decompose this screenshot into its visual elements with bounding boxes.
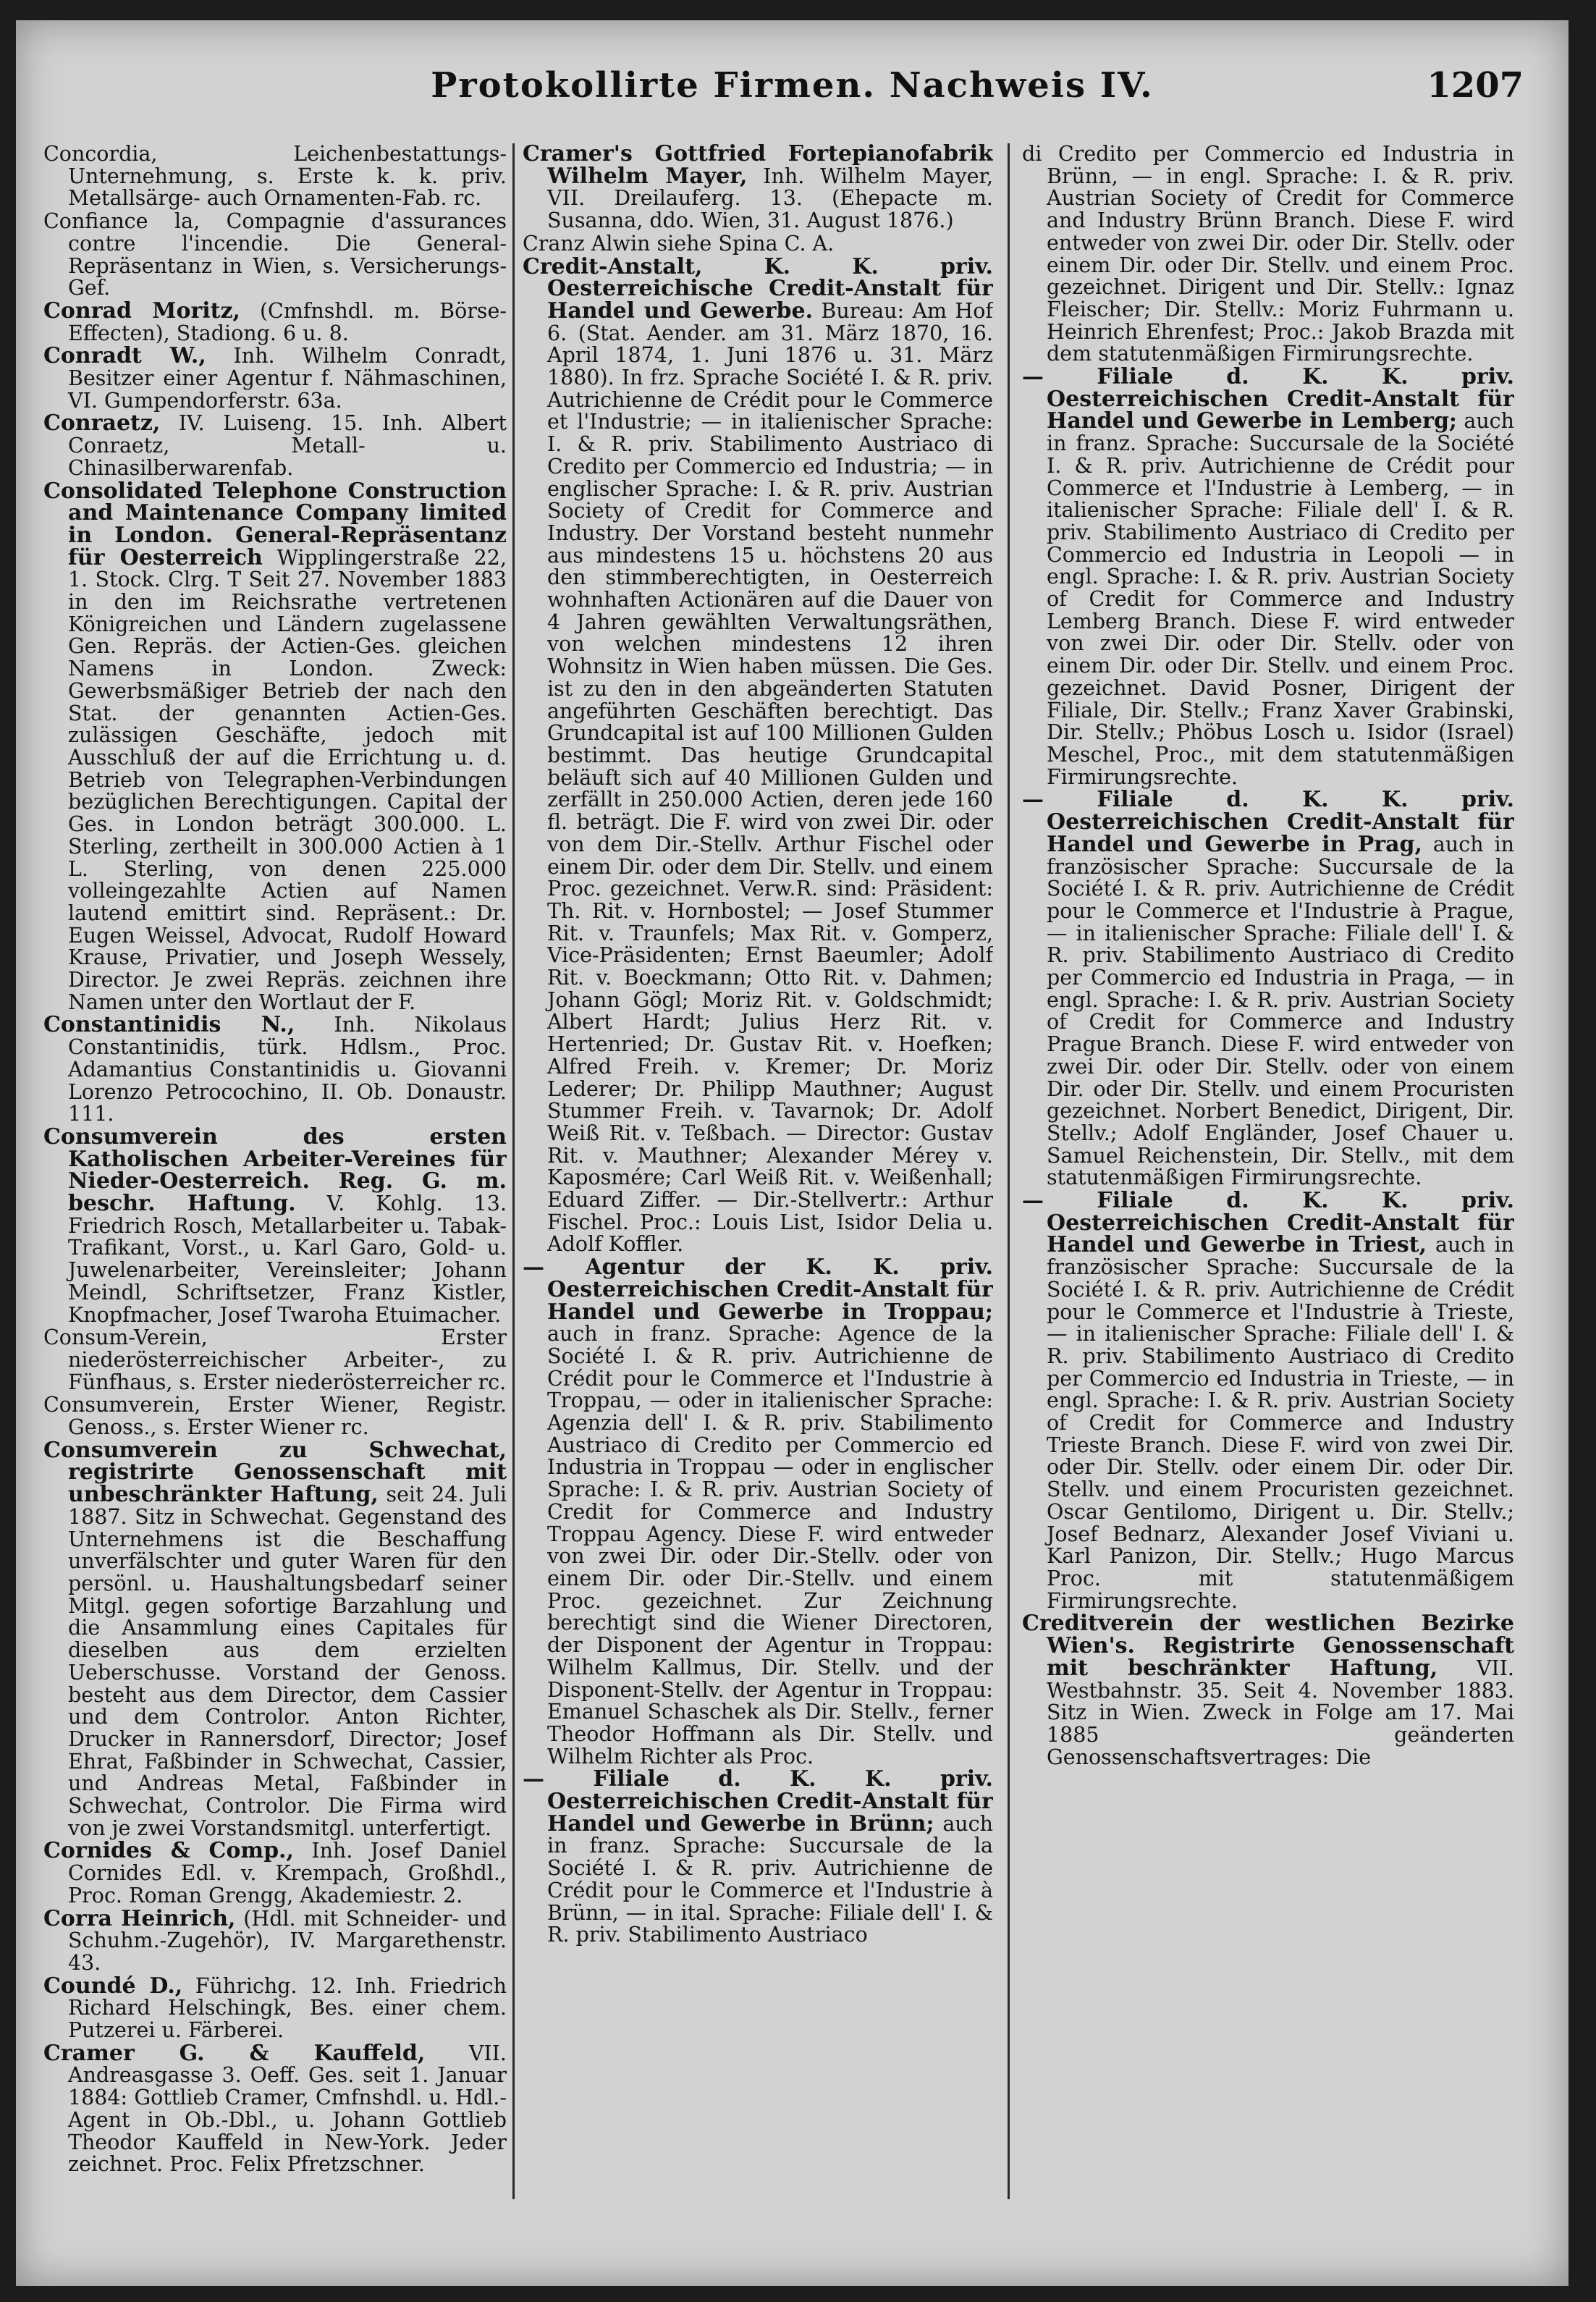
entry-firm-name: — Filiale d. K. K. priv. Oesterreichischen Credit-Anstalt für Handel und Gewerbe in Prag, (1022, 787, 1514, 857)
directory-entry (43, 1437, 507, 1840)
column-left (43, 143, 507, 2243)
directory-entry (1022, 1613, 1514, 1768)
entry-firm-name: Corra Heinrich, (43, 1905, 236, 1931)
entry-text: (Hdl. mit Schneider- und Schuhm.-Zugehör), IV. Margarethenstr. 43. (68, 1906, 507, 1975)
entry-text: auch in französischer Sprache: Succursale de la Société I. & R. priv. Autrichienne de Crédit pour le Commerce et l'Industrie à Prague, — in italienischer Sprache: Filiale dell' I. & R. priv. Stabilimento Austriaco di Credito per Commercio ed Industria in Praga, — in engl. Sprache: I. & R. priv. Austrian Society of Credit for Commerce and Industry Prague Branch. Diese F. wird entweder von zwei Dir. oder Dir. Stellv. oder von einem Dir. oder Dir. Stellv. und einem Procuristen gezeichnet. Norbert Benedict, Dirigent, Dir. Stellv.; Adolf Engländer, Josef Chauer u. Samuel Reichenstein, Dir. Stellv., mit dem statutenmäßigen Firmirungsrechte. (1047, 832, 1514, 1190)
directory-entry (523, 143, 993, 232)
directory-entry (43, 1905, 507, 1975)
entry-text: auch in franz. Sprache: Agence de la Société I. & R. priv. Autrichienne de Crédit pour le Commerce et l'Industrie à Troppau, — oder in italienischer Sprache: Agenzia dell' I. & R. priv. Stabilimento Austriaco di Credito per Commercio ed Industria in Troppau — oder in englischer Sprache: I. & R. priv. Austrian Society of Credit for Commerce and Industry Troppau Agency. Diese F. wird entweder von zwei Dir. oder Dir.-Stellv. oder von einem Dir. oder Dir.-Stellv. und einem Proc. gezeichnet. Zur Zeichnung berechtigt sind die Wiener Directoren, der Disponent der Agentur in Troppau: Wilhelm Kallmus, Dir. Stellv. und der Disponent-Stellv. der Agentur in Troppau: Emanuel Schaschek als Dir. Stellv., ferner Theodor Hoffmann als Dir. Stellv. und Wilhelm Richter als Proc. (547, 1322, 993, 1768)
entry-text: Consumverein, Erster Wiener, Registr. Genoss., s. Erster Wiener rc. (43, 1393, 507, 1440)
directory-entry (43, 1123, 507, 1327)
entry-text: Confiance la, Compagnie d'assurances contre l'incendie. Die General-Repräsentanz in Wien, s. Versicherungs-Gef. (43, 209, 507, 300)
entry-text: VII. Westbahnstr. 35. Seit 4. November 1883. Sitz in Wien. Zweck in Folge am 17. Mai 1885 geänderten Genossenschaftsvertrages: Die (1047, 1656, 1514, 1769)
entry-firm-name: Coundé D., (43, 1973, 183, 1999)
entry-firm-name: Conraetz, (43, 410, 161, 437)
entry-firm-name: Creditverein der westlichen Bezirke Wien's. Registrirte Genossenschaft mit beschränkter Haftung, (1022, 1611, 1514, 1681)
directory-entry (1022, 143, 1514, 366)
directory-entry (523, 1768, 993, 1947)
directory-entry (43, 345, 507, 412)
entry-firm-name: Consumverein des ersten Katholischen Arbeiter-Vereines für Nieder-Oesterreich. Reg. G. m. beschr. Haftung. (43, 1123, 507, 1217)
entry-text: Führichg. 12. Inh. Friedrich Richard Helschingk, Bes. einer chem. Putzerei u. Färberei. (68, 1973, 507, 2043)
column-right (1022, 143, 1514, 2243)
entry-firm-name: — Filiale d. K. K. priv. Oesterreichischen Credit-Anstalt für Handel und Gewerbe in Brünn; (523, 1766, 993, 1837)
entry-firm-name: — Filiale d. K. K. priv. Oesterreichischen Credit-Anstalt für Handel und Gewerbe in Lemberg; (1022, 364, 1514, 434)
entry-text: Inh. Josef Daniel Cornides Edl. v. Krempach, Großhdl., Proc. Roman Grengg, Akademiestr. 2. (68, 1839, 507, 1907)
directory-entry (523, 1257, 993, 1768)
directory-entry (43, 478, 507, 1014)
entry-text: di Credito per Commercio ed Industria in Brünn, — in engl. Sprache: I. & R. priv. Austrian Society of Credit for Commerce and Industry Brünn Branch. Diese F. wird entweder von zwei Dir. oder Dir. Stellv. oder einem Dir. oder Dir. Stellv. und einem Proc. gezeichnet. Dirigent und Dir. Stellv.: Ignaz Fleischer; Dir. Stellv.: Moriz Fuhrmann u. Heinrich Ehrenfest; Proc.: Jakob Brazda mit dem statutenmäßigen Firmirungsrechte. (1022, 143, 1514, 366)
entry-firm-name: Conrad Moritz, (43, 298, 240, 324)
directory-entry (43, 410, 507, 480)
directory-entry (43, 211, 507, 300)
entry-text: Inh. Wilhelm Mayer, VII. Dreilauferg. 13. (Ehepacte m. Susanna, ddo. Wien, 31. August 1876.) (547, 164, 993, 233)
page-header (16, 65, 1568, 130)
entry-text: Cranz Alwin siehe Spina C. A. (523, 231, 835, 256)
entry-text: VII. Andreasgasse 3. Oeff. Ges. seit 1. Januar 1884: Gottlieb Cramer, Cmfnshdl. u. Hdl.-Agent in Ob.-Dbl., u. Johann Gottlieb Theodor Kauffeld in New-York. Jeder zeichnet. Proc. Felix Pfretzschner. (68, 2041, 507, 2177)
page-sheet (16, 20, 1568, 2286)
running-title: Protokollirte Firmen. Nachweis IV. (431, 65, 1154, 106)
entry-text: V. Kohlg. 13. Friedrich Rosch, Metallarbeiter u. Tabak-Trafikant, Vorst., u. Karl Garo, Gold- u. Juwelenarbeiter, Vereinsleiter; Johann Meindl, Schriftsetzer, Franz Kistler, Knopfmacher, Josef Twaroha Etuimacher. (68, 1192, 507, 1327)
entry-firm-name: — Filiale d. K. K. priv. Oesterreichischen Credit-Anstalt für Handel und Gewerbe in Triest, (1022, 1188, 1514, 1258)
entry-text: Wipplingerstraße 22, 1. Stock. Clrg. T Seit 27. November 1883 in den im Reichsrathe vertretenen Königreichen und Ländern zugelassene Gen. Repräs. der Actien-Ges. gleichen Namens in London. Zweck: Gewerbsmäßiger Betrieb der nach den Stat. der genannten Actien-Ges. zulässigen Geschäfte, jedoch mit Ausschluß der auf die Errichtung u. d. Betrieb von Telegraphen-Verbindungen bezüglichen Berechtigungen. Capital der Ges. in London beträgt 300.000. L. Sterling, zertheilt in 300.000 Actien à 1 L. Sterling, von denen 225.000 volleingezahlte Actien auf Namen lautend emittirt sind. Repräsent.: Dr. Eugen Weissel, Advocat, Rudolf Howard Krause, Privatier, und Joseph Wessely, Director. Je zwei Repräs. zeichnen ihre Namen unter den Wortlaut der F. (68, 545, 507, 1014)
page-number: 1207 (1427, 65, 1524, 106)
entry-firm-name: Conradt W., (43, 343, 206, 369)
entry-text: auch in franz. Sprache: Succursale de la Société I. & R. priv. Autrichienne de Crédit pour Commerce et l'Industrie à Lemberg, — in italienischer Sprache: Filiale dell' I. & R. priv. Stabilimento Austriaco di Credito per Commercio ed Industria in Leopoli — in engl. Sprache: I. & R. priv. Austrian Society of Credit for Commerce and Industry Lemberg Branch. Diese F. wird entweder von zwei Dir. oder Dir. Stellv. oder von einem Dir. oder Dir. Stellv. und einem Proc. gezeichnet. David Posner, Dirigent der Filiale, Dir. Stellv.; Franz Xaver Grabinski, Dir. Stellv.; Phöbus Losch u. Isidor (Israel) Meschel, Proc., mit dem statutenmäßigen Firmirungsrechte. (1047, 409, 1514, 789)
directory-entry (1022, 366, 1514, 788)
directory-entry (1022, 789, 1514, 1189)
entry-firm-name: Cramer G. & Kauffeld, (43, 2040, 426, 2066)
entry-firm-name: Cramer's Gottfried Fortepianofabrik Wilhelm Mayer, (523, 143, 993, 189)
directory-entry (43, 1327, 507, 1394)
directory-entry (43, 300, 507, 345)
entry-text: auch in französischer Sprache: Succursale de la Société I. & R. priv. Autrichienne de Crédit pour le Commerce et l'Industrie à Trieste, — in italienischer Sprache: Filiale dell' I. & R. priv. Stabilimento Austriaco di Credito per Commercio ed Industria in Trieste, — in engl. Sprache: I. & R. priv. Austrian Society of Credit for Commerce and Industry Trieste Branch. Diese F. wird von zwei Dir. oder Dir. Stellv. oder einem Dir. oder Dir. Stellv. und einem Procuristen gezeichnet. Oscar Gentilomo, Dirigent u. Dir. Stellv.; Josef Bednarz, Alexander Josef Viviani u. Karl Panizon, Dir. Stellv.; Hugo Marcus Proc. mit statutenmäßigem Firmirungsrechte. (1047, 1233, 1514, 1613)
column-divider-left (512, 143, 515, 2199)
entry-text: seit 24. Juli 1887. Sitz in Schwechat. Gegenstand des Unternehmens ist die Beschaffung unverfälschter und guter Waren für den persönl. u. Haushaltungsbedarf seiner Mitgl. gegen sofortige Barzahlung und die Ansammlung eines Capitales für dieselben aus dem erzielten Ueberschusse. Vorstand der Genoss. besteht aus dem Director, dem Cassier und dem Controlor. Anton Richter, Drucker in Rannersdorf, Director; Josef Ehrat, Faßbinder in Schwechat, Cassier, und Andreas Metal, Faßbinder in Schwechat, Controlor. Die Firma wird von je zwei Vorstandsmitgl. unterfertigt. (68, 1483, 507, 1840)
entry-firm-name: Constantinidis N., (43, 1012, 295, 1038)
entry-text: Concordia, Leichenbestattungs-Unternehmung, s. Erste k. k. priv. Metallsärge- auch Ornamenten-Fab. rc. (43, 143, 507, 211)
entry-text: Inh. Wilhelm Conradt, Besitzer einer Agentur f. Nähmaschinen, VI. Gumpendorferstr. 63a. (68, 344, 507, 413)
entry-text: Inh. Nikolaus Constantinidis, türk. Hdlsm., Proc. Adamantius Constantinidis u. Giovanni Lorenzo Petrocochino, II. Ob. Donaustr. 111. (68, 1013, 507, 1126)
entry-firm-name: Cornides & Comp., (43, 1838, 294, 1864)
entry-text: IV. Luiseng. 15. Inh. Albert Conraetz, Metall- u. Chinasilberwarenfab. (68, 411, 507, 480)
entry-text: (Cmfnshdl. m. Börse-Effecten), Stadiong. 6 u. 8. (68, 298, 507, 345)
entry-text: auch in franz. Sprache: Succursale de la Société I. & R. priv. Autrichienne de Crédit pour le Commerce et l'Industrie à Brünn, — in ital. Sprache: Filiale dell' I. & R. priv. Stabilimento Austriaco (547, 1811, 993, 1947)
directory-entry (523, 253, 993, 1257)
entry-firm-name: — Agentur der K. K. priv. Oesterreichischen Credit-Anstalt für Handel und Gewerbe in Troppau; (523, 1255, 993, 1325)
directory-entry (43, 1840, 507, 1907)
directory-entry (43, 1394, 507, 1438)
column-divider-right (1008, 143, 1010, 2199)
directory-entry (43, 1973, 507, 2043)
entry-text: Consum-Verein, Erster niederösterreichischer Arbeiter-, zu Fünfhaus, s. Erster niederösterreicher rc. (43, 1325, 507, 1394)
entry-firm-name: Consumverein zu Schwechat, registrirte Genossenschaft mit unbeschränkter Haftung, (43, 1437, 507, 1508)
entry-firm-name: Consolidated Telephone Construction and Maintenance Company limited in London. General-Repräsentanz für Oesterreich (43, 478, 507, 570)
directory-entry (43, 2040, 507, 2177)
directory-entry (43, 143, 507, 210)
directory-entry (43, 1014, 507, 1126)
directory-entry (1022, 1190, 1514, 1612)
entry-text: Bureau: Am Hof 6. (Stat. Aender. am 31. März 1870, 16. April 1874, 1. Juni 1876 u. 31. März 1880). In frz. Sprache Société I. & R. priv. Autrichienne de Crédit pour le Commerce et l'Industrie; — in italienischer Sprache: I. & R. priv. Stabilimento Austriaco di Credito per Commercio ed Industria; — in englischer Sprache: I. & R. priv. Austrian Society of Credit for Commerce and Industry. Der Vorstand besteht nunmehr aus mindestens 15 u. höchstens 20 aus den stimmberechtigten, in Oesterreich wohnhaften Actionären auf die Dauer von 4 Jahren gewählten Verwaltungsräthen, von welchen mindestens 12 ihren Wohnsitz in Wien haben müssen. Die Ges. ist zu den in den abgeänderten Statuten angeführten Geschäften berechtigt. Das Grundcapital ist auf 100 Millionen Gulden bestimmt. Das heutige Grundcapital beläuft sich auf 40 Millionen Gulden und zerfällt in 250.000 Actien, deren jede 160 fl. beträgt. Die F. wird von zwei Dir. oder von dem Dir.-Stellv. Arthur Fischel oder einem Dir. oder dem Dir. Stellv. und einem Proc. gezeichnet. Verw.R. sind: Präsident: Th. Rit. v. Hornbostel; — Josef Stummer Rit. v. Traunfels; Max Rit. v. Gomperz, Vice-Präsidenten; Ernst Baeumler; Adolf Rit. v. Boeckmann; Otto Rit. v. Dahmen; Johann Gögl; Moriz Rit. v. Goldschmidt; Albert Hardt; Julius Herz Rit. v. Hertenried; Dr. Gustav Rit. v. Hoefken; Alfred Freih. v. Kremer; Dr. Moriz Lederer; Dr. Philipp Mauthner; August Stummer Freih. v. Tavarnok; Dr. Adolf Weiß Rit. v. Teßbach. — Director: Gustav Rit. v. Mauthner; Alexander Mérey v. Kaposmére; Carl Weiß Rit. v. Weißenhall; Eduard Ziffer. — Dir.-Stellvertr.: Arthur Fischel. Proc.: Louis List, Isidor Delia u. Adolf Koffler. (547, 298, 993, 1257)
entry-firm-name: Credit-Anstalt, K. K. priv. Oesterreichische Credit-Anstalt für Handel und Gewerbe. (523, 253, 993, 324)
column-middle (523, 143, 993, 2243)
directory-entry (523, 233, 993, 256)
